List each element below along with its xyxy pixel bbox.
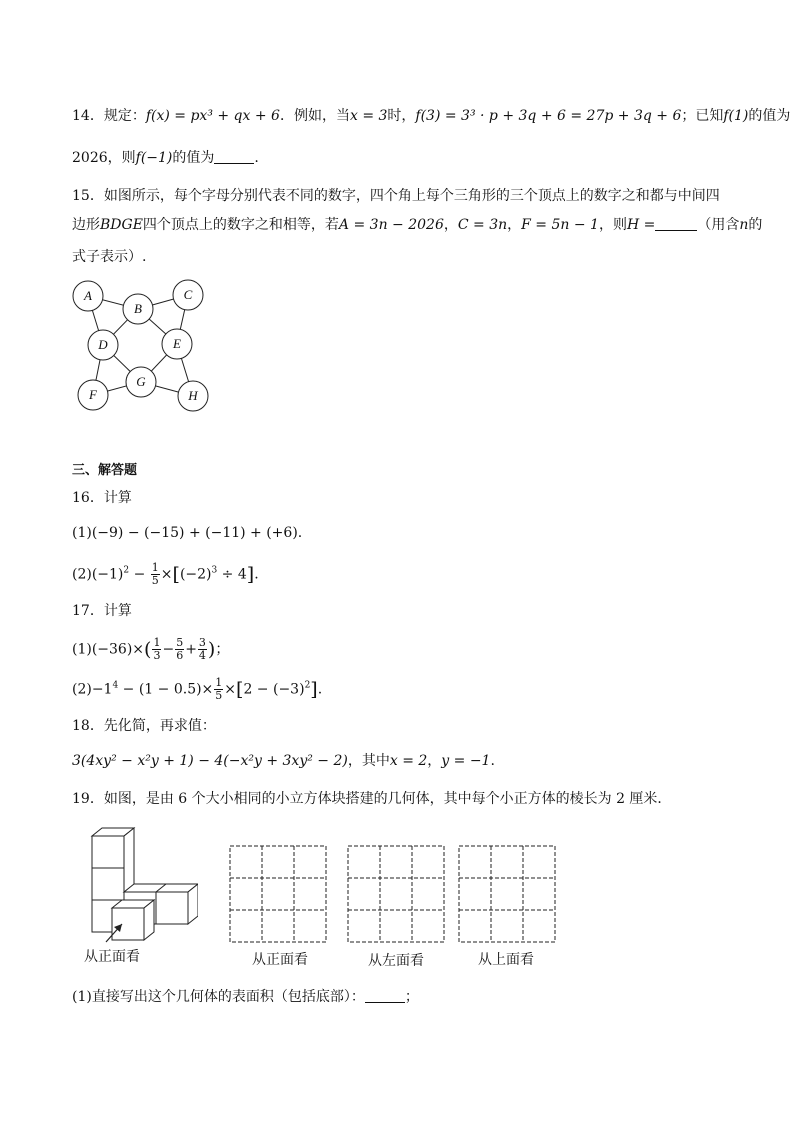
- q16-part2-b: −: [129, 566, 150, 583]
- q14-given-function: f(1): [723, 108, 749, 124]
- q16-part2-a: (2)(−1): [72, 566, 124, 583]
- q18-title: 18．先化简，再求值：: [72, 718, 216, 734]
- q19-grid-label-left: 从左面看: [368, 953, 424, 969]
- q14-ask-tail: 的值为: [172, 150, 215, 166]
- q16-part2-end: .: [254, 566, 259, 583]
- q15-line1: 15．如图所示，每个字母分别代表不同的数字，四个角上每个三角形的三个顶点上的数字之和都与中间四: [72, 188, 720, 204]
- q16-part2-e: ÷ 4: [217, 566, 247, 583]
- q15-text-a: 边形: [72, 217, 100, 233]
- q19-grid-front[interactable]: [229, 845, 327, 943]
- q17-part2: [72, 677, 322, 702]
- q19-sub1-answer-blank[interactable]: [365, 988, 405, 1003]
- q17-part2-exp2: 2: [304, 680, 311, 691]
- q17-part1: [72, 637, 229, 662]
- q18-end: .: [490, 753, 495, 769]
- node-a-label: A: [84, 288, 92, 303]
- q14-example: f(3) = 3³ · p + 3q + 6 = 27p + 3q + 6: [415, 108, 682, 124]
- grid-border: [230, 846, 326, 942]
- q17-part2-end: .: [317, 681, 323, 698]
- bracket-open: [: [172, 563, 180, 586]
- fraction-numerator: 1: [215, 676, 223, 689]
- cube-front-face: [92, 836, 124, 868]
- node-g-label: G: [136, 374, 146, 389]
- q19-title: 19．如图，是由 6 个大小相同的小立方体块搭建的几何体，其中每个小正方体的棱长为 2 厘米．: [72, 791, 672, 807]
- cube-front-face: [92, 868, 124, 900]
- q14-condition: x = 3: [349, 108, 388, 124]
- q14-value: 2026: [72, 150, 108, 166]
- q19-grid-label-top: 从上面看: [478, 952, 534, 968]
- fraction-denominator: 5: [151, 574, 159, 587]
- q14-ask-lead: ，则: [107, 150, 136, 166]
- q19-grid-top[interactable]: [458, 845, 556, 943]
- q17-part2-times: ×: [224, 681, 237, 698]
- fraction-numerator: 1: [153, 636, 161, 649]
- q15-expr-c: C = 3n: [457, 217, 508, 233]
- q17-part1-end: ；: [215, 641, 230, 658]
- bracket-close: ]: [246, 563, 255, 586]
- fraction-denominator: 4: [198, 649, 206, 662]
- q14-answer-blank[interactable]: [214, 149, 254, 164]
- fraction-numerator: 5: [176, 636, 184, 649]
- q19-sub1: [72, 987, 419, 1007]
- grid-border: [459, 846, 555, 942]
- q16-part2-times: ×: [160, 566, 173, 583]
- q16-part1-expr: (1)(−9) − (−15) + (−11) + (+6): [72, 525, 298, 541]
- q16-part1: [72, 523, 302, 543]
- q16-part2-fraction: [151, 562, 160, 587]
- q18-y-value: y = −1: [441, 753, 491, 769]
- q18-x-value: x = 2: [389, 753, 428, 769]
- q14-line1: [72, 106, 790, 126]
- q16-title: 16．计算: [72, 490, 132, 506]
- q16-part2-exp: 2: [123, 565, 130, 576]
- q17-part2-fraction: [214, 677, 223, 702]
- fraction-denominator: 5: [215, 689, 223, 702]
- q14-given-lead: ；已知: [681, 108, 724, 124]
- q19-sub1-text: (1)直接写出这个几何体的表面积（包括底部）：: [72, 989, 365, 1005]
- grid-border: [348, 846, 444, 942]
- q19-cube-figure: [78, 826, 198, 946]
- q15-ask: ，则: [598, 217, 627, 233]
- node-e-label: E: [173, 336, 181, 351]
- q18-sep: ，: [427, 753, 442, 769]
- q14-line2: [72, 148, 259, 168]
- q15-answer-blank[interactable]: [655, 216, 697, 231]
- node-h-label: H: [188, 388, 198, 403]
- q18-where: ，其中: [347, 753, 390, 769]
- cube-front-face: [112, 908, 144, 940]
- q19-arrow-label: 从正面看: [84, 949, 140, 965]
- node-b-label: B: [134, 301, 142, 316]
- q16-part2-exp2: 3: [211, 565, 218, 576]
- q14-number: 14．规定：: [72, 108, 146, 124]
- q15-var-n: n: [739, 217, 749, 233]
- q16-part1-end: .: [297, 525, 303, 541]
- q15-expr-a: A = 3n − 2026: [338, 217, 444, 233]
- q19-sub1-end: ；: [404, 989, 419, 1005]
- bracket-open: [: [236, 678, 244, 701]
- paren-close: ): [207, 638, 216, 661]
- q17-fraction-3: [198, 637, 207, 662]
- q17-op2: +: [185, 641, 197, 658]
- q15-hint: （用含: [697, 217, 740, 233]
- q15-expr-h: H =: [626, 217, 656, 233]
- q17-op1: −: [162, 641, 175, 658]
- section-title: 三、解答题: [72, 463, 138, 478]
- q14-definition: f(x) = px³ + qx + 6: [145, 108, 280, 124]
- q17-part2-b: − (1 − 0.5)×: [118, 681, 214, 698]
- node-c-label: C: [183, 287, 193, 302]
- q14-example-lead: ．例如，当: [279, 108, 350, 124]
- node-d-label: D: [98, 337, 108, 352]
- fraction-denominator: 6: [176, 649, 184, 662]
- q18-expression: 3(4xy² − x²y + 1) − 4(−x²y + 3xy² − 2): [72, 753, 348, 769]
- node-f-label: F: [89, 387, 97, 402]
- q15-expr-f: F = 5n − 1: [521, 217, 599, 233]
- q19-grid-label-front: 从正面看: [252, 952, 308, 968]
- bracket-close: ]: [310, 678, 318, 701]
- fraction-numerator: 3: [198, 636, 206, 649]
- fraction-numerator: 1: [151, 561, 159, 574]
- q17-title: 17．计算: [72, 603, 132, 619]
- q14-given-tail: 的值为: [748, 108, 791, 124]
- q15-hint-tail: 的: [748, 217, 763, 233]
- q14-ask-function: f(−1): [135, 150, 173, 166]
- q16-part2: [72, 562, 259, 587]
- q17-part1-a: (1)(−36)×: [72, 641, 145, 658]
- q15-line2: [72, 215, 762, 235]
- q18-expression-line: [72, 751, 495, 771]
- q15-line3: 式子表示）.: [72, 249, 147, 265]
- q17-part2-a: (2)−1: [72, 681, 113, 698]
- q19-grid-left[interactable]: [347, 845, 445, 943]
- q14-end: .: [254, 150, 259, 166]
- q17-part2-d: 2 − (−3): [243, 681, 305, 698]
- q17-part2-exp: 4: [112, 680, 119, 691]
- cube-front-face: [156, 892, 188, 924]
- q15-node-diagram: [68, 276, 218, 416]
- paren-open: (: [144, 638, 152, 661]
- q17-fraction-1: [152, 637, 161, 662]
- q15-sep1: ，: [443, 217, 458, 233]
- q15-sep2: ，: [507, 217, 522, 233]
- fraction-denominator: 3: [153, 649, 161, 662]
- q16-part2-d: (−2): [179, 566, 212, 583]
- q15-quadrilateral: BDGE: [100, 217, 143, 233]
- q17-fraction-2: [175, 637, 184, 662]
- q15-text-b: 四个顶点上的数字之和相等，若: [142, 217, 339, 233]
- q14-condition-tail: 时，: [387, 108, 416, 124]
